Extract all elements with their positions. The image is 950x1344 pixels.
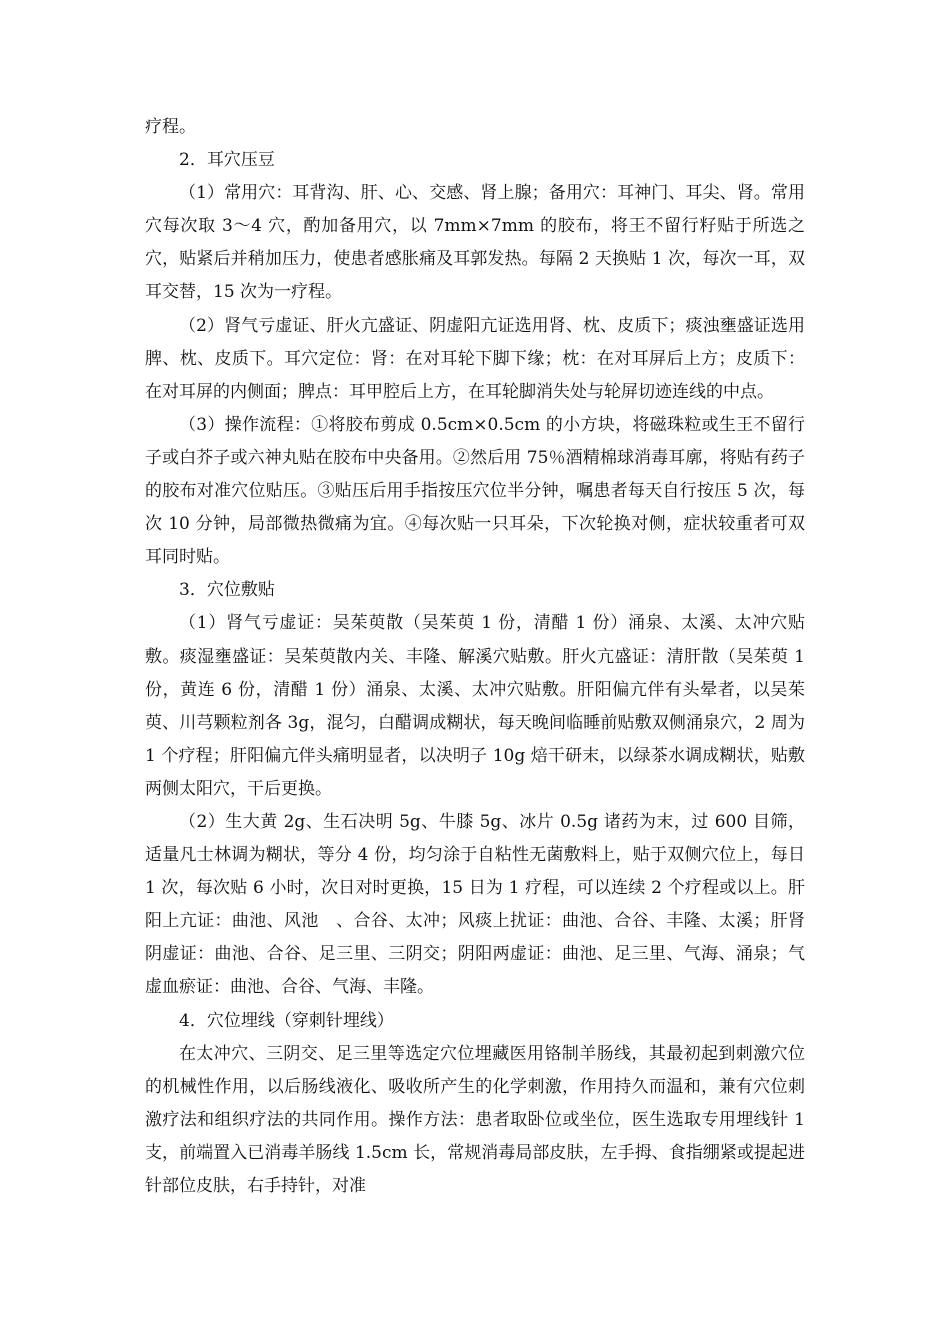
paragraph-common-points: （1）常用穴：耳背沟、肝、心、交感、肾上腺；备用穴：耳神门、耳尖、肾。常用穴每次取 3～4 穴，酌加备用穴，以 7mm×7mm 的胶布，将王不留行籽贴于所选之穴，贴紧后并稍加压力，使患者感胀痛及耳郭发热。每隔 2 天换贴 1 次，每次一耳，双耳交替，15 次为一疗程。 <box>145 183 805 303</box>
paragraph-application-method-2: （2）生大黄 2g、生石决明 5g、牛膝 5g、冰片 0.5g 诸药为末，过 600 目筛，适量凡士林调为糊状，等分 4 份，均匀涂于自粘性无菌敷料上，贴于双侧穴位上，每日 1 次，每次贴 6 小时，次日对时更换，15 日为 1 疗程，可以连续 2 个疗程或以上。肝阳上亢证：曲池、风池 、合谷、太冲；风痰上扰证：曲池、合谷、丰隆、太溪；肝肾阴虚证：曲池、合谷、足三里、三阴交；阴阳两虚证：曲池、足三里、气海、涌泉；气虚血瘀证：曲池、合谷、气海、丰隆。 <box>145 811 805 998</box>
paragraph-application-method-1: （1）肾气亏虚证：吴茱萸散（吴茱萸 1 份，清醋 1 份）涌泉、太溪、太冲穴贴敷。痰湿壅盛证：吴茱萸散内关、丰隆、解溪穴贴敷。肝火亢盛证：清肝散（吴茱萸 1 份，黄连 6 份，清醋 1 份）涌泉、太溪、太冲穴贴敷。肝阳偏亢伴有头晕者，以吴茱萸、川芎颗粒剂各 3g，混匀，白醋调成糊状，每天晚间临睡前贴敷双侧涌泉穴，2 周为 1 个疗程；肝阳偏亢伴头痛明显者，以决明子 10g 焙干研末，以绿茶水调成糊状，贴敷两侧太阳穴，干后更换。 <box>145 613 805 799</box>
paragraph-operation-procedure: （3）操作流程：①将胶布剪成 0.5cm×0.5cm 的小方块，将磁珠粒或生王不留行子或白芥子或六神丸贴在胶布中央备用。②然后用 75％酒精棉球消毒耳廓，将贴有药子的胶布对准穴位贴压。③贴压后用手指按压穴位半分钟，嘱患者每天自行按压 5 次，每次 10 分钟，局部微热微痛为宜。④每次贴一只耳朵，下次轮换对侧，症状较重者可双耳同时贴。 <box>145 414 805 568</box>
document-body <box>145 111 805 1203</box>
section-heading-catgut-embedding: 4．穴位埋线（穿刺针埋线） <box>179 1010 394 1031</box>
paragraph-course-end: 疗程。 <box>145 117 196 137</box>
section-heading-acupoint-application: 3．穴位敷贴 <box>179 580 275 601</box>
paragraph-catgut-embedding: 在太冲穴、三阴交、足三里等选定穴位埋藏医用铬制羊肠线，其最初起到刺激穴位的机械性作用，以后肠线液化、吸收所产生的化学刺激，作用持久而温和，兼有穴位刺激疗法和组织疗法的共同作用。操作方法：患者取卧位或坐位，医生选取专用埋线针 1 支，前端置入已消毒羊肠线 1.5cm 长，常规消毒局部皮肤，左手拇、食指绷紧或提起进针部位皮肤，右手持针，对准 <box>145 1043 805 1196</box>
paragraph-syndrome-points: （2）肾气亏虚证、肝火亢盛证、阴虚阳亢证选用肾、枕、皮质下；痰浊壅盛证选用脾、枕、皮质下。耳穴定位：肾：在对耳轮下脚下缘；枕：在对耳屏后上方；皮质下：在对耳屏的内侧面；脾点：耳甲腔后上方，在耳轮脚消失处与轮屏切迹连线的中点。 <box>145 315 805 402</box>
section-heading-ear-point-pressing: 2．耳穴压豆 <box>179 150 275 171</box>
